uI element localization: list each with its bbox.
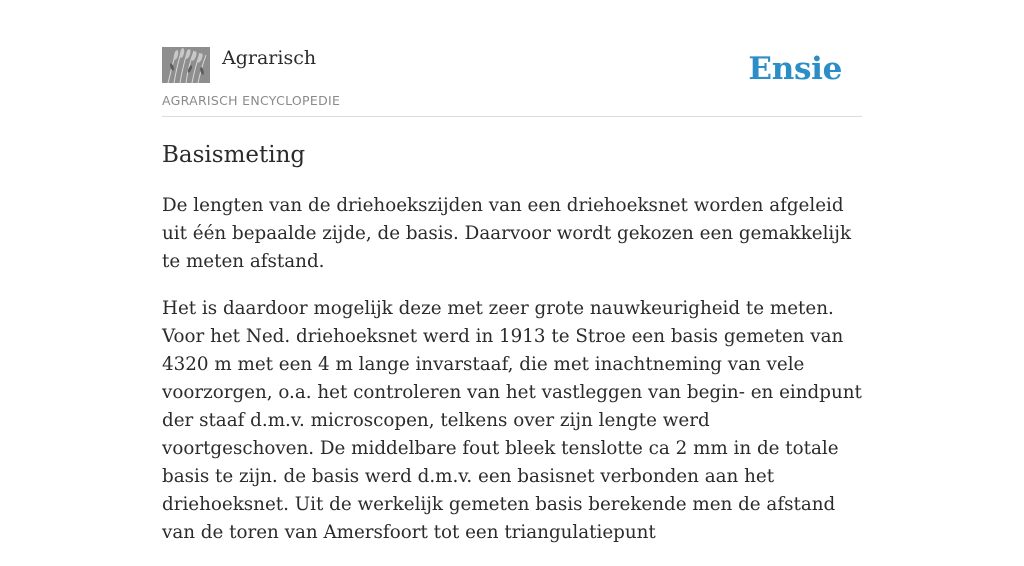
brand-logo-link[interactable]: Ensie [748, 51, 842, 87]
source-name-link[interactable]: Agrarisch [222, 47, 317, 69]
content-column [162, 0, 862, 543]
article-paragraph: De lengten van de driehoekszijden van een driehoeksnet worden afgeleid uit één bepaalde zijde, de basis. Daarvoor wordt gekozen een gemakkelijk te meten afstand. [162, 195, 852, 272]
article-title: Basismeting [162, 142, 306, 168]
header [162, 0, 862, 117]
source-subtitle: AGRARISCH ENCYCLOPEDIE [162, 93, 341, 108]
article-paragraph: Het is daardoor mogelijk deze met zeer grote nauwkeurigheid te meten. Voor het Ned. driehoeksnet werd in 1913 te Stroe een basis gemeten van 4320 m met een 4 m lange invarstaaf, die met inachtneming van vele voorzorgen, o.a. het controleren van het vastleggen van begin- en eindpunt der staaf d.m.v. microscopen, telkens over zijn lengte werd voortgeschoven. De middelbare fout bleek tenslotte ca 2 mm in de totale basis te zijn. de basis werd d.m.v. een basisnet verbonden aan het driehoeksnet. Uit de werkelijk gemeten basis berekende men de afstand van de toren van Amersfoort tot een triangulatiepunt [162, 298, 862, 543]
article-body [162, 192, 862, 566]
wheat-ears-icon[interactable] [162, 47, 210, 83]
